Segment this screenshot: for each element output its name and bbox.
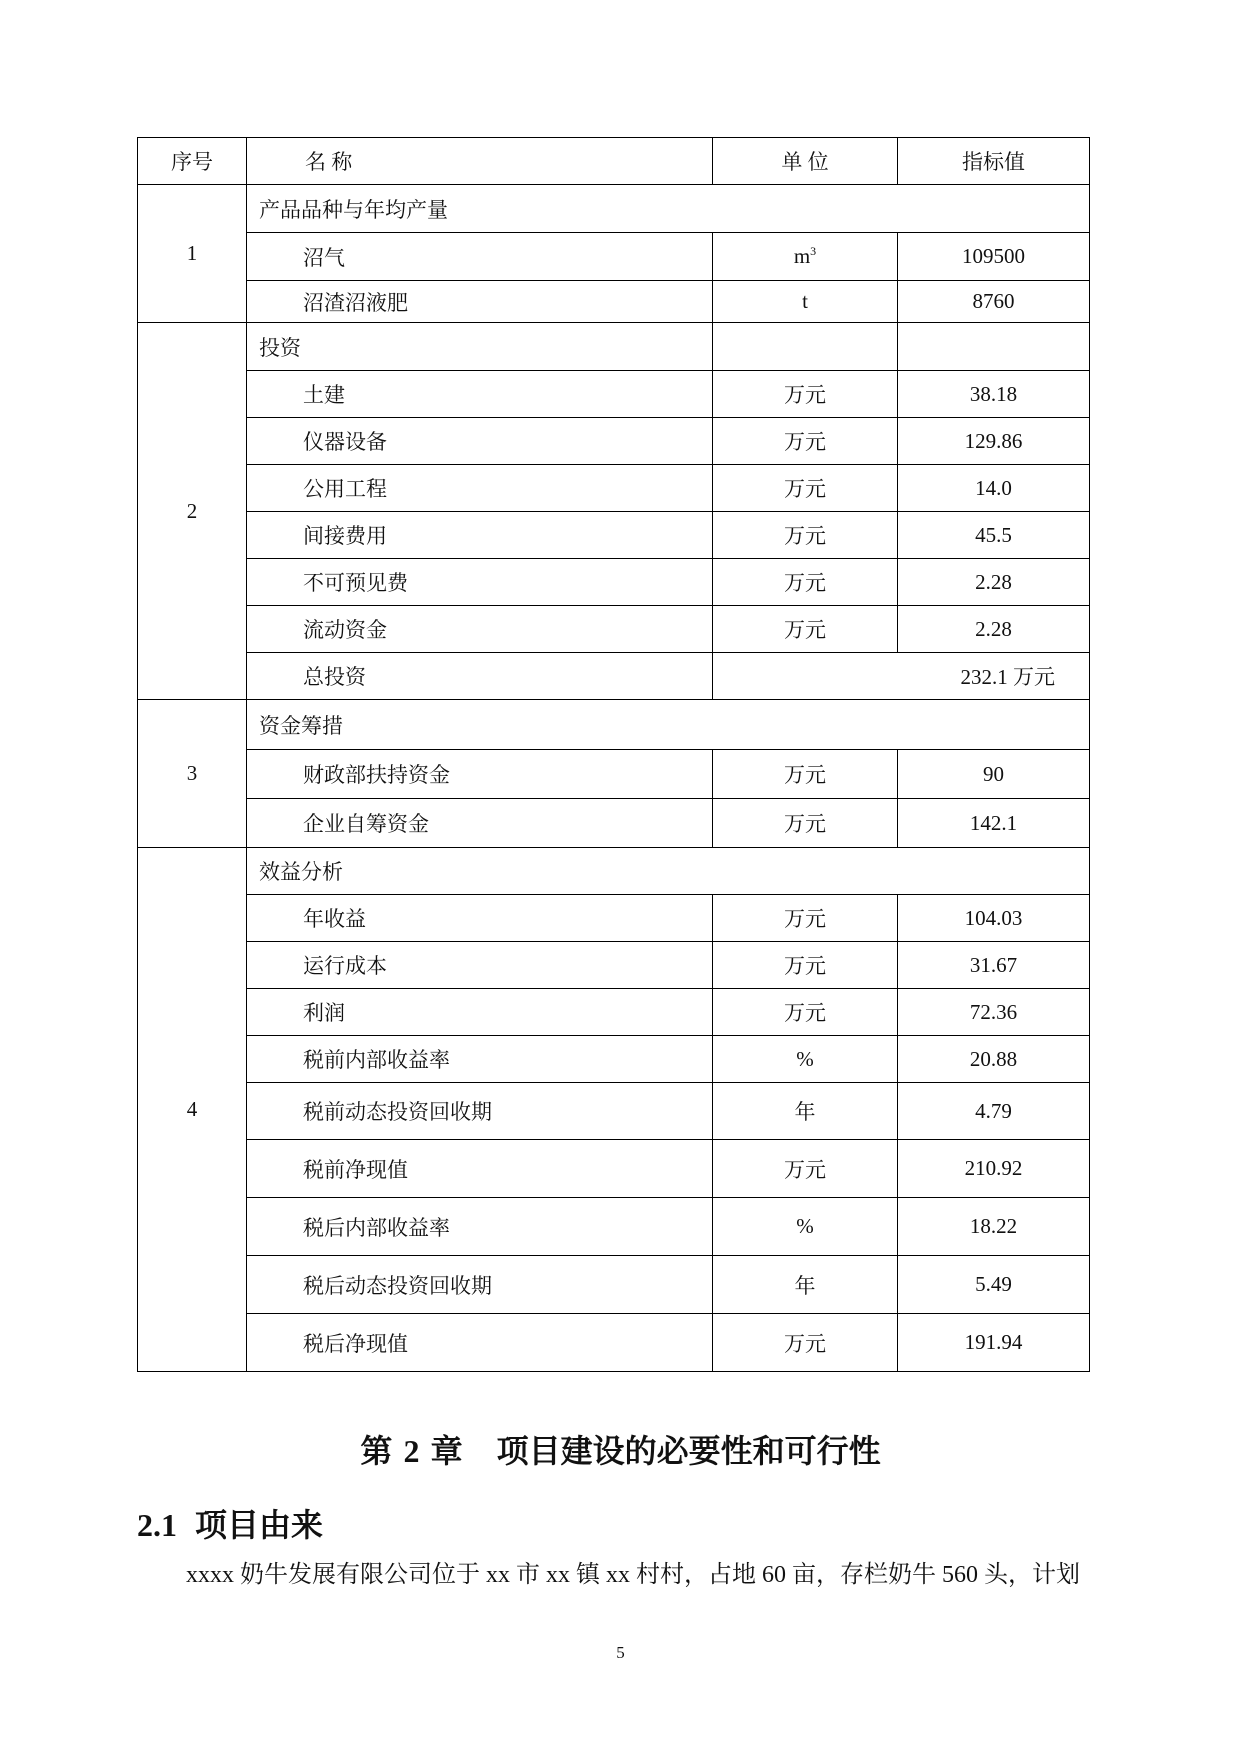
row-unit: 万元 (713, 799, 898, 848)
row-name: 税后内部收益率 (247, 1198, 713, 1256)
table-row-total (138, 653, 1090, 700)
table-row (138, 233, 1090, 281)
table-row (138, 1140, 1090, 1198)
group-title: 产品品种与年均产量 (247, 185, 1090, 233)
table-row (138, 942, 1090, 989)
table-row (138, 185, 1090, 233)
row-value: 31.67 (898, 942, 1090, 989)
header-seq: 序号 (138, 138, 247, 185)
group-seq: 2 (138, 323, 247, 700)
row-name: 仪器设备 (247, 418, 713, 465)
header-name: 名 称 (247, 138, 713, 185)
row-name: 税前内部收益率 (247, 1036, 713, 1083)
group-title: 资金筹措 (247, 700, 1090, 750)
row-value: 45.5 (898, 512, 1090, 559)
row-name: 财政部扶持资金 (247, 750, 713, 799)
row-name: 土建 (247, 371, 713, 418)
row-unit (713, 233, 898, 281)
row-value: 8760 (898, 281, 1090, 323)
table-row (138, 371, 1090, 418)
row-value: 104.03 (898, 895, 1090, 942)
row-value: 14.0 (898, 465, 1090, 512)
row-name: 流动资金 (247, 606, 713, 653)
table-row (138, 989, 1090, 1036)
table-row (138, 700, 1090, 750)
group-seq: 1 (138, 185, 247, 323)
table-row (138, 1083, 1090, 1140)
group-title: 效益分析 (247, 848, 1090, 895)
group-seq: 3 (138, 700, 247, 848)
row-unit: 万元 (713, 895, 898, 942)
row-name: 年收益 (247, 895, 713, 942)
row-name: 税后净现值 (247, 1314, 713, 1372)
table-header-row (138, 138, 1090, 185)
empty-cell (713, 323, 898, 371)
table-row (138, 799, 1090, 848)
group-title: 投资 (247, 323, 713, 371)
row-value: 20.88 (898, 1036, 1090, 1083)
body-paragraph: xxxx 奶牛发展有限公司位于 xx 市 xx 镇 xx 村村，占地 60 亩，存栏奶牛 560 头，计划 (186, 1562, 1080, 1588)
row-unit: 万元 (713, 1140, 898, 1198)
header-unit: 单 位 (713, 138, 898, 185)
section-number: 2.1 (137, 1507, 177, 1543)
row-unit: 万元 (713, 989, 898, 1036)
row-name: 企业自筹资金 (247, 799, 713, 848)
page-number: 5 (616, 1643, 625, 1662)
row-name: 沼气 (247, 233, 713, 281)
chapter-suffix: 章 (430, 1432, 463, 1470)
row-value: 109500 (898, 233, 1090, 281)
table-row (138, 1314, 1090, 1372)
chapter-prefix: 第 (360, 1432, 393, 1470)
section-title: 项目由来 (195, 1506, 324, 1544)
row-unit: 万元 (713, 942, 898, 989)
row-value: 129.86 (898, 418, 1090, 465)
table-row (138, 1036, 1090, 1083)
table-row (138, 606, 1090, 653)
row-unit: 万元 (713, 559, 898, 606)
row-unit: % (713, 1198, 898, 1256)
row-unit: 万元 (713, 1314, 898, 1372)
row-unit: 万元 (713, 512, 898, 559)
row-value: 142.1 (898, 799, 1090, 848)
row-value: 191.94 (898, 1314, 1090, 1372)
total-investment-label: 总投资 (247, 653, 713, 700)
row-unit: 万元 (713, 750, 898, 799)
row-unit: 年 (713, 1083, 898, 1140)
row-value: 72.36 (898, 989, 1090, 1036)
row-unit: 万元 (713, 465, 898, 512)
table-row (138, 1256, 1090, 1314)
row-name: 间接费用 (247, 512, 713, 559)
row-unit: % (713, 1036, 898, 1083)
row-name: 税后动态投资回收期 (247, 1256, 713, 1314)
group-seq: 4 (138, 848, 247, 1372)
row-name: 税前动态投资回收期 (247, 1083, 713, 1140)
total-investment-value: 232.1 万元 (713, 653, 1090, 700)
row-name: 运行成本 (247, 942, 713, 989)
table-row (138, 323, 1090, 371)
chapter-title: 项目建设的必要性和可行性 (496, 1432, 881, 1470)
row-unit: 万元 (713, 606, 898, 653)
table-row (138, 895, 1090, 942)
row-name: 税前净现值 (247, 1140, 713, 1198)
indicator-table (137, 137, 1090, 1372)
table-row (138, 418, 1090, 465)
row-name: 利润 (247, 989, 713, 1036)
table-row (138, 465, 1090, 512)
table-row (138, 512, 1090, 559)
row-value: 2.28 (898, 559, 1090, 606)
row-value: 38.18 (898, 371, 1090, 418)
row-value: 210.92 (898, 1140, 1090, 1198)
empty-cell (898, 323, 1090, 371)
table-row (138, 848, 1090, 895)
row-value: 4.79 (898, 1083, 1090, 1140)
row-unit: 万元 (713, 418, 898, 465)
row-name: 沼渣沼液肥 (247, 281, 713, 323)
row-unit: 万元 (713, 371, 898, 418)
row-name: 不可预见费 (247, 559, 713, 606)
row-name: 公用工程 (247, 465, 713, 512)
row-value: 5.49 (898, 1256, 1090, 1314)
chapter-heading (0, 1426, 1241, 1472)
table-row (138, 281, 1090, 323)
table-row (138, 559, 1090, 606)
table-row (138, 750, 1090, 799)
section-heading (137, 1500, 323, 1546)
unit-superscript: 3 (810, 244, 817, 258)
header-value: 指标值 (898, 138, 1090, 185)
table-row (138, 1198, 1090, 1256)
row-unit: t (713, 281, 898, 323)
row-value: 18.22 (898, 1198, 1090, 1256)
row-unit: 年 (713, 1256, 898, 1314)
row-value: 2.28 (898, 606, 1090, 653)
unit-base: m (793, 244, 811, 268)
row-value: 90 (898, 750, 1090, 799)
chapter-number: 2 (403, 1433, 420, 1469)
